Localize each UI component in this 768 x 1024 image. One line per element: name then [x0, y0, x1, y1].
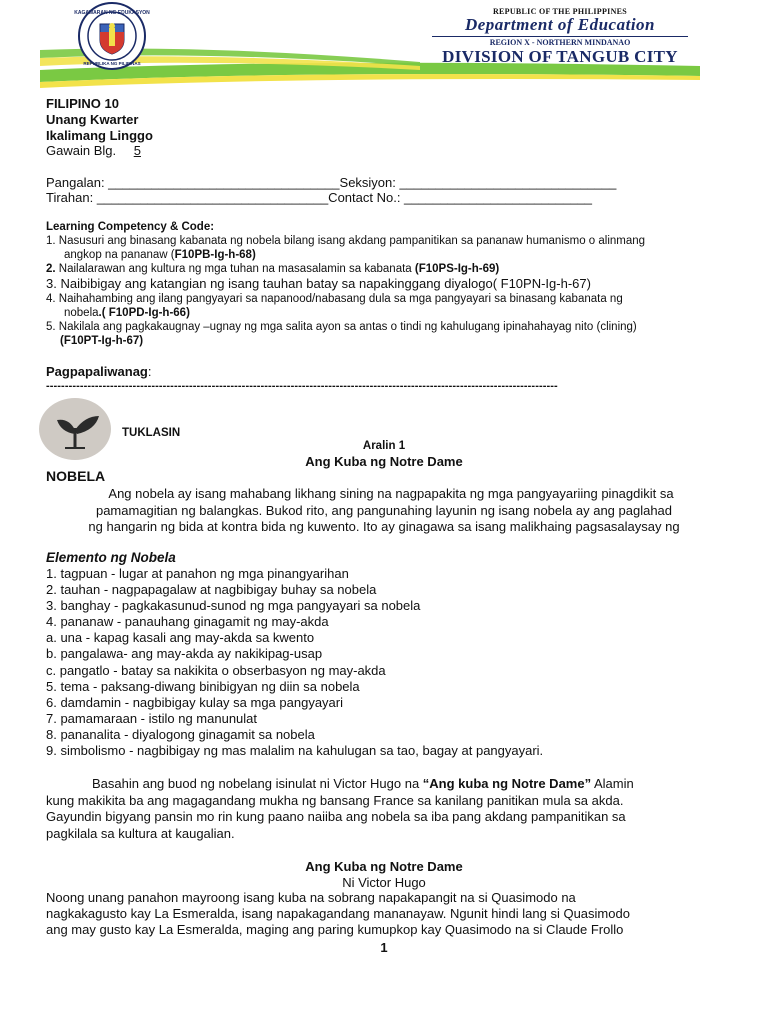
republic-text: REPUBLIC OF THE PHILIPPINES — [492, 7, 628, 16]
seal-bottom-text: REPUBLIKA NG PILIPINAS — [83, 61, 141, 66]
divider-line: ---------------------------------------------------------------------------------------------------------------------------------------- — [46, 380, 558, 392]
explanation-label: Pagpapaliwanag: — [46, 364, 152, 379]
department-title: Department of Education — [464, 15, 655, 34]
list-item: 2. tauhan - nagpapagalaw at nagbibigay buhay sa nobela — [46, 582, 377, 598]
header-rule — [432, 36, 688, 37]
competency-item: 5. Nakilala ang pagkakaugnay –ugnay ng mga salita ayon sa antas o tindi ng kahulugang ipinahahayag nito (clining) — [46, 321, 637, 333]
region-text: REGION X - NORTHERN MINDANAO — [489, 38, 631, 47]
competency-title: Learning Competency & Code: — [46, 221, 215, 233]
activity-label: Gawain Blg. — [46, 143, 117, 158]
page-number: 1 — [380, 940, 388, 955]
story-author: Ni Victor Hugo — [342, 875, 426, 890]
list-item: 5. tema - paksang-diwang binibigyan ng diin sa nobela — [46, 678, 360, 694]
story-title: Ang Kuba ng Notre Dame — [305, 859, 463, 874]
list-item: c. pangatlo - batay sa nakikita o obserbasyon ng may-akda — [46, 662, 386, 678]
story-paragraph: Noong unang panahon mayroong isang kuba na sobrang napakapangit na si Quasimodo na nagkakagusto kay La Esmeralda, isang napakagandang mananayaw. Ngunit hindi lang si Quasimodo ang may gusto kay La Esmeralda, maging ang paring kumupkop kay Quasimodo na si Claude Frollo — [46, 890, 630, 937]
division-title: DIVISION OF TANGUB CITY — [442, 47, 678, 66]
quarter-text: Unang Kwarter — [46, 112, 139, 127]
competency-item: 3. Naibibigay ang katangian ng isang tauhan batay sa napakinggang diyalogo( F10PN-Ig-h-67) — [46, 276, 591, 291]
list-item: 6. damdamin - nagbibigay kulay sa mga pangyayari — [46, 694, 344, 710]
deped-seal-icon — [74, 2, 150, 70]
activity-number: 5 — [133, 143, 141, 158]
list-item: 3. banghay - pagkakasunud-sunod ng mga pangyayari sa nobela — [46, 598, 421, 614]
nobela-paragraph: Ang nobela ay isang mahabang likhang sining na nagpapakita ng mga pangyayariing pinagdikit sa pamamagitian ng balangkas. Bukod rito, ang pangunahing layunin ng isang nobela ay ang paglahad ng hangarin ng bida at kontra bida ng kuwento. Ito ay ginagawa sa isang malikhaing pagsasalaysay ng — [88, 486, 680, 534]
deped-header — [0, 0, 768, 92]
competency-item-cont: angkop na pananaw (F10PB-Ig-h-68) — [64, 249, 256, 261]
list-item: 7. pamamaraan - istilo ng manunulat — [46, 710, 258, 726]
lesson-number: Aralin 1 — [362, 440, 406, 452]
reading-paragraph: Basahin ang buod ng nobelang isinulat ni Victor Hugo na “Ang kuba ng Notre Dame” Alamin kung makikita ba ang magagandang mukha ng bansang France sa kanilang panitikan mula sa akda. Gayundin bigyang pansin mo rin kung paano naiiba ang nobela sa iba pang akdang pampanitikan sa pagkilala sa kultura at kaugalian. — [46, 776, 634, 841]
name-section-field[interactable]: Pangalan: ________________________________Seksiyon: ______________________________ — [46, 175, 617, 190]
address-contact-field[interactable]: Tirahan: ________________________________Contact No.: __________________________ — [46, 190, 593, 205]
subject-title: FILIPINO 10 — [46, 96, 119, 111]
elements-list — [46, 566, 543, 759]
week-text: Ikalimang Linggo — [46, 128, 153, 143]
list-item: 9. simbolismo - nagbibigay ng mas malalim na kahulugan sa tao, bagay at pangyayari. — [46, 743, 544, 759]
competency-item: 4. Naihahambing ang ilang pangyayari sa napanood/nabasang dula sa mga pangyayari sa binasang kabanata ng — [46, 293, 623, 305]
nobela-heading: NOBELA — [46, 468, 106, 484]
list-item: b. pangalawa- ang may-akda ay nakikipag-usap — [46, 646, 323, 662]
lesson-title: Ang Kuba ng Notre Dame — [305, 454, 463, 469]
competency-item-cont: nobela.( F10PD-Ig-h-66) — [64, 307, 190, 319]
competency-item: 2. Nailalarawan ang kultura ng mga tuhan na masasalamin sa kabanata (F10PS-Ig-h-69) — [46, 263, 500, 275]
list-item: 1. tagpuan - lugar at panahon ng mga pinangyarihan — [46, 566, 349, 581]
list-item: 8. pananalita - diyalogong ginagamit sa nobela — [46, 726, 315, 742]
elements-heading: Elemento ng Nobela — [46, 550, 176, 565]
seal-top-text: KAGAWARAN NG EDUKASYON — [74, 10, 150, 16]
competency-item: 1. Nasusuri ang binasang kabanata ng nobela bilang isang akdang pampanitikan sa pananaw humanismo o alinmang — [46, 235, 646, 247]
list-item: a. una - kapag kasali ang may-akda sa kwento — [46, 630, 315, 646]
list-item: 4. pananaw - panauhang ginagamit ng may-akda — [46, 614, 329, 630]
section-label: TUKLASIN — [122, 427, 181, 439]
competency-item-code: (F10PT-Ig-h-67) — [60, 335, 144, 347]
activity-line — [46, 143, 141, 158]
